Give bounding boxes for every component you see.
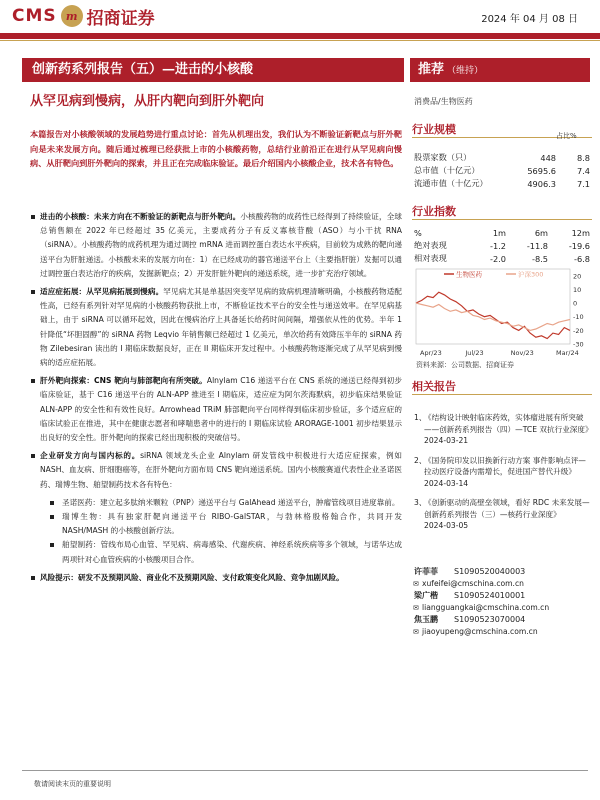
analyst-code: S1090524010001 [454,591,526,600]
x-tick-label: Jul/23 [465,349,484,357]
index-cell: -6.8 [574,253,590,264]
index-head: % [414,227,422,238]
scale-pct: 7.1 [576,178,590,189]
related-report[interactable] [414,412,593,447]
bullet-text: siRNA 领域龙头企业 Alnylam 研发管线中积极进行大适应症探索，例如 NASH、血友病、肝细胞癌等，在肝外靶向方面布局 CNS 靶向递送系统。国内小核酸赛道代表性企业圣诺医药、瑞博生物、舶望制药技术各有特色： [40,451,402,489]
scale-label: 流通市值（十亿元） [414,178,488,188]
related-num: 2、 [414,455,427,465]
related-title: 相关报告 [412,380,456,393]
company-logo [12,2,155,30]
bullet-lead: 企业研发方向与国内标的。 [40,451,141,461]
y-tick-label: -30 [573,340,584,349]
index-cell: -1.2 [490,240,506,251]
bullet-lead: 肝外靶向探索：CNS 靶向与肺部靶向有所突破。 [40,376,207,386]
bullet-text: 罕见病尤其是单基因突变罕见病的致病机理清晰明确，小核酸药物适配性高，已经有系列针对罕见病的小核酸药物获批上市，不断验证技术平台的安全性与递送效率。在罕见病基础上，由于 siRNA 可以循环起效，因此在慢病治疗上具备延长给药时间间隔，增强依从性的优势。半年 1 针降低“坏胆固醇”的 siRNA 药物 Leqvio 年销售额已经超过 1 亿美元，单次给药有效降压半年的 siRNA 药物 Zilebesiran 读出的 I 期临床数据良好，正在 II 期临床开发过程中。小核酸药物逐渐完成了从罕见病到慢病的适应症拓展。 [40,287,403,368]
analyst-email[interactable]: ✉ xufeifei@cmschina.com.cn [414,578,590,590]
scale-label: 总市值（十亿元） [414,165,480,175]
sub-bullet-item: 圣诺医药：建立起多肽纳米颗粒（PNP）递送平台与 GalAhead 递送平台，肿瘤管线项目进度靠前。 [62,496,402,510]
table-row [414,151,590,164]
related-date: 2024-03-14 [424,478,469,488]
index-cell: -19.6 [568,240,590,251]
index-head: 6m [534,227,548,238]
scale-pct: 8.8 [576,152,590,163]
sub-bullet-item: 瑞博生物：具有独家肝靶向递送平台 RIBO-GalSTAR，与勃林格殷格翰合作，共同开发 NASH/MASH 的小核酸创新疗法。 [62,510,402,538]
footer-rule [22,770,588,771]
bullet-lead: 适应症拓展：从罕见病拓展到慢病。 [40,287,164,297]
index-head: 12m [571,227,590,238]
scale-value: 5695.6 [527,165,556,176]
y-tick-label: 0 [573,299,578,308]
y-tick-label: 20 [573,272,582,281]
index-title: 行业指数 [412,205,456,218]
analyst-row [414,614,590,626]
related-date: 2024-03-05 [424,521,469,530]
analyst-name: 梁广楷 [414,591,438,600]
rating-sub: （维持） [447,66,484,76]
sub-bullet-item: 舶望制药：管线布局心血管、罕见病、病毒感染、代谢疾病、神经系统疾病等多个领域，与诺华达成两项针对心血管疾病的小核酸项目合作。 [62,538,402,566]
footer-note: 敬请阅读末页的重要说明 [34,780,111,788]
index-chart [414,263,590,357]
x-tick-label: Apr/23 [420,349,442,357]
logo-cms-text: CMS [12,6,57,26]
related-text: 《结构设计映射临床药效，实体瘤进展有所突破——创新药系列报告（四）—TCE 双抗行业深度》 [424,413,593,434]
related-num: 1、 [414,413,427,422]
analyst-email[interactable]: ✉ jiaoyupeng@cmschina.com.cn [414,626,590,638]
logo-cn-text: 招商证券 [86,8,155,29]
table-row [414,164,590,177]
index-cell: -8.5 [532,253,548,264]
index-chart-svg [414,263,590,358]
legend-label: 生物医药 [456,270,482,279]
header-rule [0,33,600,39]
scale-table [414,151,590,190]
related-date: 2024-03-21 [424,436,469,445]
chart-frame [416,269,570,344]
related-report[interactable] [414,455,590,490]
analyst-code: S1090520040003 [454,567,526,576]
analyst-email[interactable]: ✉ liangguangkai@cmschina.com.cn [414,602,590,614]
industry-label: 消费品/生物医药 [414,97,473,106]
header-rule-gold [0,40,600,41]
chart-source: 资料来源：公司数据、招商证券 [416,361,514,369]
bullet-item [40,210,402,281]
summary-paragraph: 本篇报告对小核酸领域的发展趋势进行重点讨论：首先从机理出发，我们认为不断验证新靶点与肝外靶向是未来发展方向。随后通过梳理已经获批上市的小核酸药物，总结行业前沿正在进行从罕见病向慢病、从肝靶向到肝外靶向的探索，并且正在完成临床验证。最后介绍国内小核酸企业，技术各有特色。 [30,129,402,168]
bullet-item [40,374,402,445]
bullet-text: 小核酸药物的成药性已经得到了持续验证，全球总销售额在 2022 年已经超过 35 亿美元，主要成药分子有反义寡核苷酸（ASO）与小干扰 RNA（siRNA）。小核酸药物的成药机理为通过调控 mRNA 进而调控蛋白表达水平疾病，目前较为成熟的靶向递送平台为肝脏递送。小核酸未来的发展方向在：1）在已经成功的器官递送平台上（主要指肝脏）发掘可以通过调控蛋白表达治疗的疾病，发掘新靶点；2）开发肝脏外靶向的递送系统，进一步扩充治疗领域。 [40,212,403,278]
y-tick-label: -10 [573,313,584,322]
analyst-name: 焦玉鹏 [414,615,438,624]
table-row [414,239,590,252]
related-list [414,412,593,540]
index-cell: -2.0 [490,253,506,264]
series-line [416,292,570,338]
report-date: 2024 年 04 月 08 日 [481,14,578,25]
report-title-banner: 创新药系列报告（五）—进击的小核酸 [22,58,404,82]
y-tick-label: 10 [573,285,582,294]
index-label: 相对表现 [414,253,447,263]
bullet-item [40,285,402,370]
related-text: 《创新驱动的高壁垒领域，看好 RDC 未来发展—创新药系列报告（三）—核药行业深度》 [424,498,590,519]
y-tick-label: -20 [573,326,584,335]
scale-pct-head: 占比% [556,132,577,140]
bullet-list [40,210,402,589]
index-table [414,226,590,265]
analyst-list [414,566,590,638]
bullet-item [40,449,402,492]
index-rule [412,219,592,220]
scale-title: 行业规模 [412,123,456,136]
related-report[interactable] [414,497,590,532]
rating-label: 推荐 [418,62,445,77]
logo-emblem-icon: m [61,5,83,27]
related-num: 3、 [414,498,427,507]
risk-lead: 风险提示： [40,572,78,582]
report-subtitle: 从罕见病到慢病，从肝内靶向到肝外靶向 [30,94,265,109]
analyst-name: 许菲菲 [414,567,438,576]
index-label: 绝对表现 [414,240,447,250]
scale-label: 股票家数（只） [414,152,472,162]
index-cell: -11.8 [526,240,548,251]
sub-bullet-list [62,496,402,567]
x-tick-label: Mar/24 [556,349,579,357]
analyst-row [414,590,590,602]
index-head: 1m [492,227,506,238]
analyst-code: S1090523070004 [454,615,526,624]
scale-pct: 7.4 [576,165,590,176]
x-tick-label: Nov/23 [510,349,534,357]
scale-value: 448 [540,152,556,163]
scale-value: 4906.3 [527,178,556,189]
related-text: 《国务院印发以旧换新行动方案 事件影响点评—拉动医疗设备内需增长，促进国产替代升级》 [424,455,586,476]
related-rule [412,394,592,395]
table-header-row [414,226,590,239]
rating-banner [410,58,590,82]
table-row [414,177,590,190]
risk-bullet [40,571,402,585]
risk-text: 研发不及预期风险、商业化不及预期风险、支付政策变化风险、竞争加剧风险。 [77,572,344,582]
analyst-row [414,566,590,578]
bullet-lead: 进击的小核酸：未来方向在不断验证的新靶点与肝外靶向。 [40,212,241,221]
bullet-text: Alnylam C16 递送平台在 CNS 系统的递送已经得到初步临床验证，基于 C16 递送平台的 ALN-APP 推进至 I 期临床，适应症为阿尔茨海默病，初步临床结果验证 ALN-APP 的安全性和有效性良好。Arrowhead TRiM 肺部靶向平台同样得到临床初步验证，多个适应症的临床试验正在推进，其中在健康志愿者和哮喘患者中的进行的 I 期临床试验 ARORAGE-1001 初步结果显示出良好的安全性。肝外靶向的探索已经出现积极的突破信号。 [40,376,402,443]
legend-label: 沪深300 [518,270,544,279]
